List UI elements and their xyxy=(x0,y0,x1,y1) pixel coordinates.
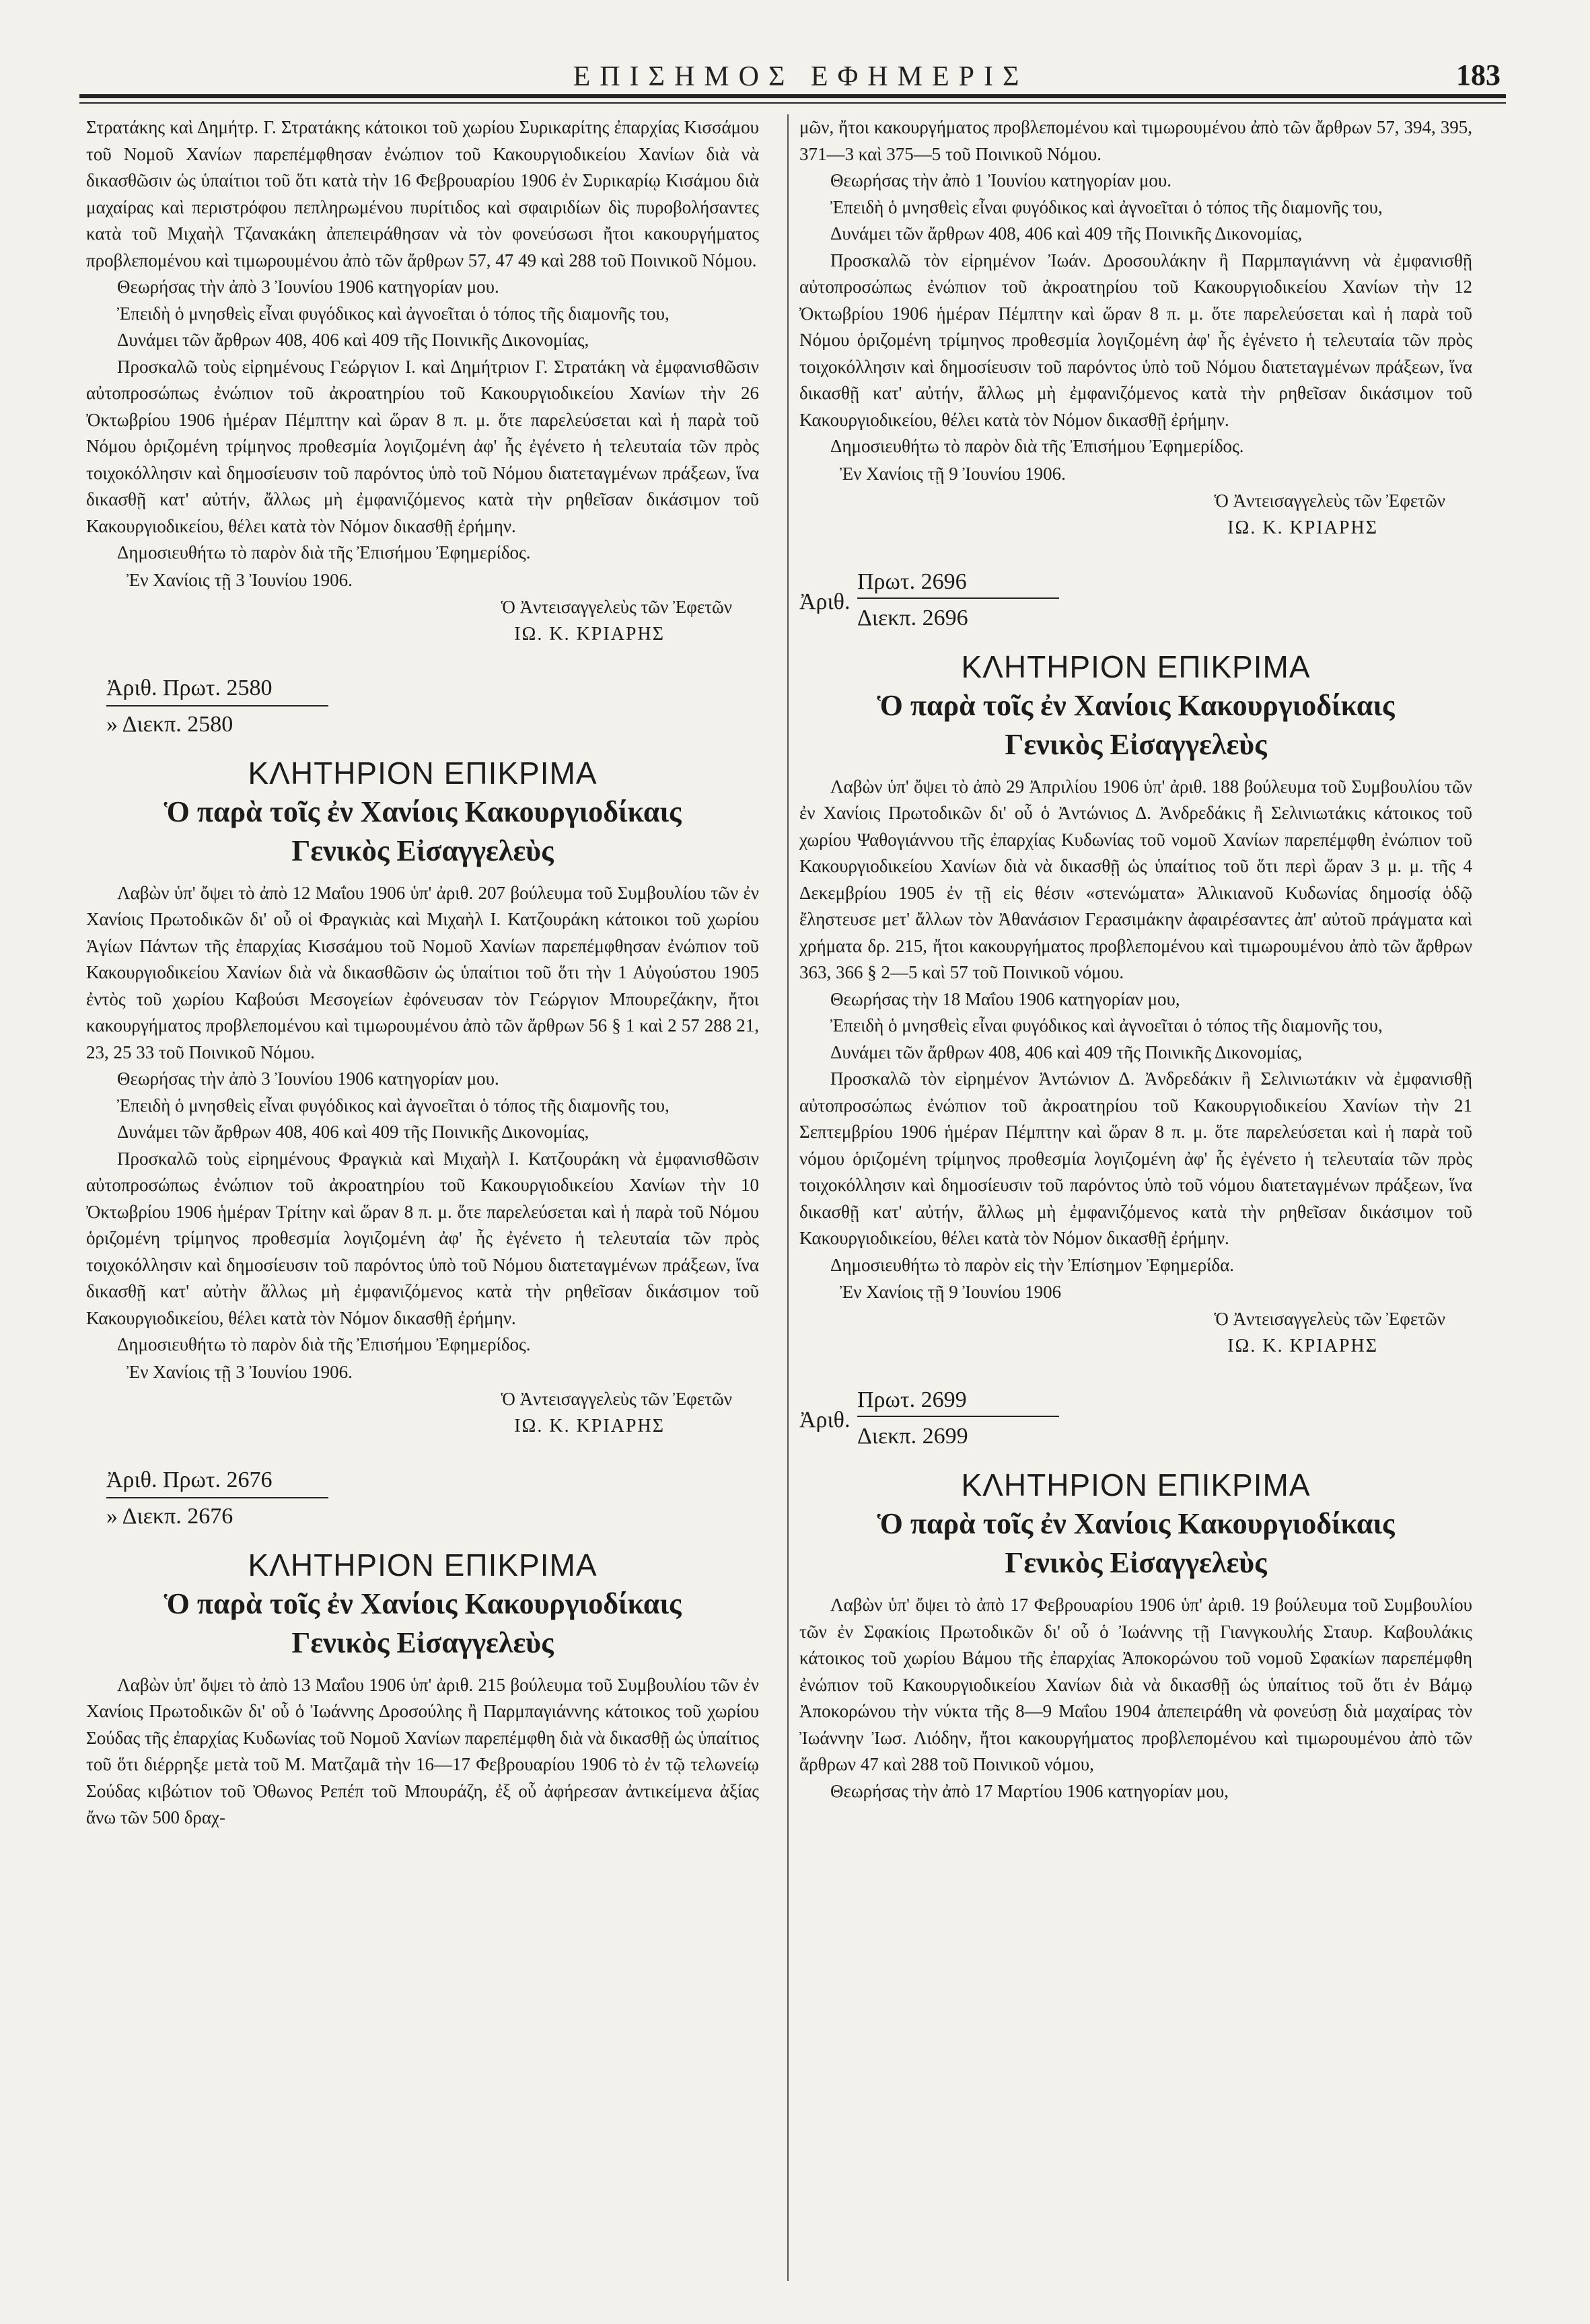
number-prefix: Ἀριθ. xyxy=(799,1408,851,1432)
paragraph: Προσκαλῶ τοὺς εἰρημένους Φραγκιὰ καὶ Μιχαὴλ Ι. Κατζουράκη νὰ ἐμφανισθῶσιν αὐτοπροσώπως ἐνώπιον τοῦ ἀκροατηρίου τοῦ Κακουργιοδικείου Χανίων τὴν 10 Ὀκτωβρίου 1906 ἡμέραν Τρίτην καὶ ὥραν 8 π. μ. ὅτε παρελεύσεται καὶ ἡ παρὰ τοῦ Νόμου ὁριζομένη τρίμηνος προθεσμία λογιζομένη ἀφ' ἧς ἐγένετο ἡ τελευταία τῶν πρὸς τοιχοκόλλησιν καὶ δημοσίευσιν τοῦ παρόντος ὑπὸ τοῦ Νόμου διατεταγμένων πράξεων, ἵνα δικασθῇ κατ' αὐτὴν ἄλλως μὴ ἐμφανιζόμενος κατὰ τὴν ρηθεῖσαν δικάσιμον τοῦ Κακουργιοδικείου, θέλει κατὰ τὸν Νόμον δικασθῇ ἐρήμην. xyxy=(86,1148,759,1328)
paragraph: Ἐπειδὴ ὁ μνησθεὶς εἶναι φυγόδικος καὶ ἀγνοεῖται ὁ τόπος τῆς διαμονῆς του, xyxy=(830,196,1383,217)
notice-subheading: Ὁ παρὰ τοῖς ἐν Χανίοις Κακουργιοδίκαις xyxy=(164,795,682,828)
paragraph: Λαβὼν ὑπ' ὄψει τὸ ἀπὸ 12 Μαΐου 1906 ὑπ' ἀριθ. 207 βούλευμα τοῦ Συμβουλίου τῶν ἐν Χανίοις Πρωτοδικῶν δι' οὗ οἱ Φραγκιὰς καὶ Μιχαὴλ Ι. Κατζουράκη κάτοικοι τοῦ χωρίου Ἁγίων Πάντων τῆς ἐπαρχίας Κισσάμου τοῦ Νομοῦ Χανίων παρεπέμφθησαν ἐνώπιον τοῦ Κακουργιοδικείου Χανίων διὰ νὰ δικασθῶσιν ὡς ὑπαίτιοι τοῦ ὅτι τὴν 1 Αὐγούστου 1905 ἐντὸς τοῦ χωρίου Καβούσι Μεσογείων ἐφόνευσαν τὸν Γεώργιον Μπουρεζάκην, ἤτοι κακουργήματος προβλεπομένου καὶ τιμωρουμένου ἀπὸ τῶν ἄρθρων 56 § 1 καὶ 2 57 288 21, 23, 25 33 τοῦ Ποινικοῦ Νόμου. xyxy=(86,882,759,1062)
dispatch-number: Διεκπ. 2699 xyxy=(857,1424,968,1449)
protocol-number: Ἀριθ. Πρωτ. 2676 xyxy=(106,1467,273,1492)
paragraph: Δημοσιευθήτω τὸ παρὸν διὰ τῆς Ἐπισήμου Ἐφημερίδος. xyxy=(830,436,1244,456)
notice-subheading-2: Γενικὸς Εἰσαγγελεὺς xyxy=(1005,727,1267,761)
paragraph: Λαβὼν ὑπ' ὄψει τὸ ἀπὸ 13 Μαΐου 1906 ὑπ' ἀριθ. 215 βούλευμα τοῦ Συμβουλίου τῶν ἐν Χανίοις Πρωτοδικῶν δι' οὗ ὁ Ἰωάννης Δροσούλης ἢ Παρμπαγιάννης κάτοικος τοῦ χωρίου Σούδας τῆς ἐπαρχίας Κυδωνίας τοῦ Νομοῦ Χανίων παρεπέμφθη διὰ νὰ δικασθῇ ὡς ὑπαίτιος τοῦ ὅτι διέρρηξε μετὰ τοῦ Μ. Ματζαμᾶ τὴν 16—17 Φεβρουαρίου 1906 τὸ ἐν τῷ τελωνείῳ Σούδας κιβώτιον τοῦ Ὀθωνος Ρεπέπ τοῦ Μπουράζη, ἐξ οὗ ἀφήρεσαν ἀντικείμενα ἀξίας ἄνω τῶν 500 δραχ- xyxy=(86,1674,759,1827)
notice-heading: ΚΛΗΤΗΡΙΟΝ ΕΠΙΚΡΙΜΑ xyxy=(248,1547,598,1583)
signature-name: ΙΩ. Κ. ΚΡΙΑΡΗΣ xyxy=(1227,1336,1378,1356)
signature-role: Ὁ Ἀντεισαγγελεὺς τῶν Ἐφετῶν xyxy=(501,1388,732,1409)
paragraph: Λαβὼν ὑπ' ὄψει τὸ ἀπὸ 17 Φεβρουαρίου 1906 ὑπ' ἀριθ. 19 βούλευμα τοῦ Συμβουλίου τῶν ἐν Σφακίοις Πρωτοδικῶν δι' οὗ ὁ Ἰωάννης τῇ Γιανγκουλής Σταυρ. Καβουλάκις κάτοικος τοῦ χωρίου Βάμου τῆς ἐπαρχίας Ἀποκορώνου τοῦ νομοῦ Σφακίων παρεπέμφθη ἐνώπιον τοῦ Κακουργιοδικείου Χανίων διὰ νὰ δικασθῇ ὡς ὑπαίτιος τοῦ ὅτι ἐν Βάμῳ Ἀποκορώνου τὴν νύκτα τῆς 8—9 Μαΐου 1904 ἀπεπειράθη νὰ φονεύσῃ διὰ μαχαίρας τὸν Ἰωάννην Ἰωσ. Λιόδην, ἤτοι κακουργήματος προβλεπομένου καὶ τιμωρουμένου ἀπὸ τῶν ἄρθρων 47 καὶ 288 τοῦ Ποινικοῦ νόμου, xyxy=(799,1595,1472,1774)
reference-numbers xyxy=(86,676,759,750)
paragraph: Ἐπειδὴ ὁ μνησθεὶς εἶναι φυγόδικος καὶ ἀγνοεῖται ὁ τόπος τῆς διαμονῆς του, xyxy=(117,1095,670,1116)
notice-subheading: Ὁ παρὰ τοῖς ἐν Χανίοις Κακουργιοδίκαις xyxy=(164,1587,682,1620)
paragraph: μῶν, ἤτοι κακουργήματος προβλεπομένου καὶ τιμωρουμένου ἀπὸ τῶν ἄρθρων 57, 394, 395, 371—3 καὶ 375—5 τοῦ Ποινικοῦ Νόμου. xyxy=(799,117,1472,164)
notice-subheading-2: Γενικὸς Εἰσαγγελεὺς xyxy=(291,834,554,867)
protocol-number: Πρωτ. 2699 xyxy=(857,1387,967,1412)
underline xyxy=(106,705,328,706)
paragraph: Προσκαλῶ τὸν εἰρημένον Ἰωάν. Δροσουλάκην ἢ Παρμπαγιάννη νὰ ἐμφανισθῇ αὐτοπροσώπως ἐνώπιον τοῦ ἀκροατηρίου τοῦ Κακουργιοδικείου Χανίων τὴν 12 Ὀκτωβρίου 1906 ἡμέραν Πέμπτην καὶ ὥραν 8 π. μ. ὅτε παρελεύσεται καὶ ἡ παρὰ τοῦ Νόμου ὁριζομένη τρίμηνος προθεσμία λογιζομένη ἀφ' ἧς ἐγένετο ἡ τελευταία τῶν πρὸς τοιχοκόλλησιν καὶ δημοσίευσιν τοῦ παρόντος ὑπὸ τοῦ Νόμου διατεταγμένων πράξεων, ἵνα δικασθῇ κατ' αὐτήν, ἄλλως μὴ ἐμφανιζόμενος κατὰ τὴν ρηθεῖσαν δικάσιμον τοῦ Κακουργιοδικείου, θέλει κατὰ τὸν Νόμον δικασθῇ ἐρήμην. xyxy=(799,250,1472,430)
signature-role: Ὁ Ἀντεισαγγελεὺς τῶν Ἐφετῶν xyxy=(1214,490,1445,511)
paragraph: Ἐπειδὴ ὁ μνησθεὶς εἶναι φυγόδικος καὶ ἀγνοεῖται ὁ τόπος τῆς διαμονῆς του, xyxy=(830,1015,1383,1036)
paragraph: Θεωρήσας τὴν 18 Μαΐου 1906 κατηγορίαν μου, xyxy=(830,988,1180,1009)
page-header xyxy=(74,40,1527,94)
paragraph: Λαβὼν ὑπ' ὄψει τὸ ἀπὸ 29 Ἀπριλίου 1906 ὑπ' ἀριθ. 188 βούλευμα τοῦ Συμβουλίου τῶν ἐν Χανίοις Πρωτοδικῶν δι' οὗ ὁ Ἀντώνιος Δ. Ἀνδρεδάκις ἢ Σελινιωτάκις κάτοικος τοῦ χωρίου Ψαθογιάννου τῆς ἐπαρχίας Κυδωνίας τοῦ νομοῦ Χανίων παρεπέμφθη ἐνώπιον τοῦ Κακουργιοδικείου Χανίων διὰ νὰ δικασθῇ ὡς ὑπαίτιος τοῦ ὅτι περὶ ὥραν 3 μ. μ. τῆς 4 Δεκεμβρίου 1905 ἐν τῇ εἰς θέσιν «στενώματα» Ἀλικιανοῦ Κυδωνίας δημοσίᾳ ὁδῷ ἔληστευσε μετ' ἄλλων τὸν Ἀθανάσιον Γερασιμάκην ἀφαιρέσαντες ἀπ' αὐτοῦ πράγματα καὶ χρήματα δρ. 215, ἤτοι κακουργήματος προβλεπομένου καὶ τιμωρουμένου ἀπὸ τῶν ἄρθρων 363, 366 § 2—5 καὶ 57 τοῦ Ποινικοῦ νόμου. xyxy=(799,776,1472,982)
paragraph: Προσκαλῶ τοὺς εἰρημένους Γεώργιον Ι. καὶ Δημήτριον Γ. Στρατάκη νὰ ἐμφανισθῶσιν αὐτοπροσώπως ἐνώπιον τοῦ ἀκροατηρίου τοῦ Κακουργιοδικείου Χανίων τὴν 26 Ὀκτωβρίου 1906 ἡμέραν Πέμπτην καὶ ὥραν 8 π. μ. ὅτε παρελεύσεται καὶ ἡ παρὰ τοῦ Νόμου ὁριζομένη τρίμηνος προθεσμία λογιζομένη ἀφ' ἧς ἐγένετο ἡ τελευταία τῶν πρὸς τοιχοκόλλησιν καὶ δημοσίευσιν τοῦ παρόντος ὑπὸ τοῦ Νόμου διατεταγμένων πράξεων, ἵνα δικασθῇ κατ' αὐτήν, ἄλλως μὴ ἐμφανιζόμενος κατὰ τὴν ρηθεῖσαν δικάσιμον τοῦ Κακουργιοδικείου, θέλει κατὰ τὸν Νόμον δικασθῇ ἐρήμην. xyxy=(86,356,759,536)
header-rule-thin xyxy=(79,102,1506,104)
paragraph: Θεωρήσας τὴν ἀπὸ 3 Ἰουνίου 1906 κατηγορίαν μου. xyxy=(117,277,499,297)
publication-title: ΕΠΙΣΗΜΟΣ ΕΦΗΜΕΡΙΣ xyxy=(573,61,1029,92)
paragraph: Δημοσιευθήτω τὸ παρὸν εἰς τὴν Ἐπίσημον Ἐφημερίδα. xyxy=(830,1254,1234,1275)
page-number: 183 xyxy=(1456,59,1501,92)
paragraph: Δυνάμει τῶν ἄρθρων 408, 406 καὶ 409 τῆς Ποινικῆς Δικονομίας, xyxy=(830,223,1303,244)
reference-numbers xyxy=(86,1467,759,1541)
right-column xyxy=(799,114,1472,1805)
reference-numbers xyxy=(799,1381,1472,1461)
dispatch-number: » Διεκπ. 2676 xyxy=(106,1503,233,1529)
left-column xyxy=(86,114,759,1831)
paragraph: Θεωρήσας τὴν ἀπὸ 1 Ἰουνίου κατηγορίαν μου. xyxy=(830,170,1172,190)
paragraph: Προσκαλῶ τὸν εἰρημένον Ἀντώνιον Δ. Ἀνδρεδάκιν ἢ Σελινιωτάκιν νὰ ἐμφανισθῇ αὐτοπροσώπως ἐνώπιον τοῦ ἀκροατηρίου τοῦ Κακουργιοδικείου Χανίων τὴν 21 Σεπτεμβρίου 1906 ἡμέραν Πέμπτην καὶ ὥραν 8 π. μ. ὅτε παρελεύσεται καὶ ἡ παρὰ τοῦ νόμου ὁριζομένη τρίμηνος προθεσμία λογιζομένη ἀφ' ἧς ἐγένετο ἡ τελευταία τῶν πρὸς τοιχοκόλλησιν καὶ δημοσίευσιν τοῦ παρόντος ὑπὸ τοῦ νόμου διατεταγμένων πράξεων, ἵνα δικασθῇ κατ' αὐτήν, ἄλλως μὴ ἐμφανιζόμενος κατὰ τὴν ρηθεῖσαν δικάσιμον τοῦ Κακουργιοδικείου, θέλει κατὰ τὸν Νόμον δικασθῇ ἐρήμην. xyxy=(799,1068,1472,1248)
underline xyxy=(106,1497,328,1498)
notice-subheading: Ὁ παρὰ τοῖς ἐν Χανίοις Κακουργιοδίκαις xyxy=(877,688,1395,722)
dispatch-number: » Διεκπ. 2580 xyxy=(106,711,233,737)
paragraph: Δυνάμει τῶν ἄρθρων 408, 406 καὶ 409 τῆς Ποινικῆς Δικονομίας, xyxy=(117,1122,589,1142)
paragraph: Δημοσιευθήτω τὸ παρὸν διὰ τῆς Ἐπισήμου Ἐφημερίδος. xyxy=(117,542,531,562)
underline xyxy=(857,597,1059,599)
paragraph: Δυνάμει τῶν ἄρθρων 408, 406 καὶ 409 τῆς Ποινικῆς Δικονομίας, xyxy=(830,1042,1303,1062)
notice-heading: ΚΛΗΤΗΡΙΟΝ ΕΠΙΚΡΙΜΑ xyxy=(248,755,598,791)
paragraph: Ἐπειδὴ ὁ μνησθεὶς εἶναι φυγόδικος καὶ ἀγνοεῖται ὁ τόπος τῆς διαμονῆς του, xyxy=(117,303,670,324)
signature-date: Ἐν Χανίοις τῇ 3 Ἰουνίου 1906. xyxy=(127,569,353,590)
paragraph: Θεωρήσας τὴν ἀπὸ 17 Μαρτίου 1906 κατηγορίαν μου, xyxy=(830,1780,1229,1801)
notice-heading: ΚΛΗΤΗΡΙΟΝ ΕΠΙΚΡΙΜΑ xyxy=(961,649,1311,684)
reference-numbers xyxy=(799,562,1472,643)
signature-name: ΙΩ. Κ. ΚΡΙΑΡΗΣ xyxy=(514,1415,665,1437)
header-rule-thick xyxy=(79,94,1506,98)
number-prefix: Ἀριθ. xyxy=(799,589,851,614)
signature-role: Ὁ Ἀντεισαγγελεὺς τῶν Ἐφετῶν xyxy=(501,596,732,617)
paragraph: Δημοσιευθήτω τὸ παρὸν διὰ τῆς Ἐπισήμου Ἐφημερίδος. xyxy=(117,1334,531,1354)
paragraph: Θεωρήσας τὴν ἀπὸ 3 Ἰουνίου 1906 κατηγορίαν μου. xyxy=(117,1068,499,1089)
protocol-number: Ἀριθ. Πρωτ. 2580 xyxy=(106,675,273,700)
column-divider xyxy=(787,114,789,2281)
signature-name: ΙΩ. Κ. ΚΡΙΑΡΗΣ xyxy=(514,623,665,645)
notice-subheading-2: Γενικὸς Εἰσαγγελεὺς xyxy=(291,1626,554,1659)
underline xyxy=(857,1416,1059,1417)
signature-date: Ἐν Χανίοις τῇ 3 Ἰουνίου 1906. xyxy=(127,1361,353,1382)
paragraph: Δυνάμει τῶν ἄρθρων 408, 406 καὶ 409 τῆς Ποινικῆς Δικονομίας, xyxy=(117,330,589,350)
notice-heading: ΚΛΗΤΗΡΙΟΝ ΕΠΙΚΡΙΜΑ xyxy=(961,1467,1311,1502)
signature-name: ΙΩ. Κ. ΚΡΙΑΡΗΣ xyxy=(1227,517,1378,538)
dispatch-number: Διεκπ. 2696 xyxy=(857,605,968,630)
signature-date: Ἐν Χανίοις τῇ 9 Ἰουνίου 1906. xyxy=(840,463,1066,484)
notice-subheading: Ὁ παρὰ τοῖς ἐν Χανίοις Κακουργιοδίκαις xyxy=(877,1507,1395,1540)
signature-role: Ὁ Ἀντεισαγγελεὺς τῶν Ἐφετῶν xyxy=(1214,1309,1445,1329)
protocol-number: Πρωτ. 2696 xyxy=(857,569,967,594)
paragraph: Στρατάκης καὶ Δημήτρ. Γ. Στρατάκης κάτοικοι τοῦ χωρίου Συρικαρίτης ἐπαρχίας Κισσάμου τοῦ Νομοῦ Χανίων παρεπέμφθησαν ἐνώπιον τοῦ Κακουργιοδικείου Χανίων διὰ νὰ δικασθῶσιν ὡς ὑπαίτιοι τοῦ ὅτι κατὰ τὴν 16 Φεβρουαρίου 1906 ἐν Συρικαρίῳ Κισάμου διὰ μαχαίρας καὶ περιστρόφου πεπληρωμένου πυρίτιδος καὶ σφαιριδίων δὶς πυροβολήσαντες κατὰ τοῦ Μιχαὴλ Τζανακάκη ἀπεπειράθησαν νὰ τὸν φονεύσωσι ἤτοι κακουργήματος προβλεπομένου καὶ τιμωρουμένου ἀπὸ τῶν ἄρθρων 57, 47 49 καὶ 288 τοῦ Ποινικοῦ Νόμου. xyxy=(86,117,759,270)
notice-subheading-2: Γενικὸς Εἰσαγγελεὺς xyxy=(1005,1546,1267,1579)
signature-date: Ἐν Χανίοις τῇ 9 Ἰουνίου 1906 xyxy=(840,1282,1062,1302)
